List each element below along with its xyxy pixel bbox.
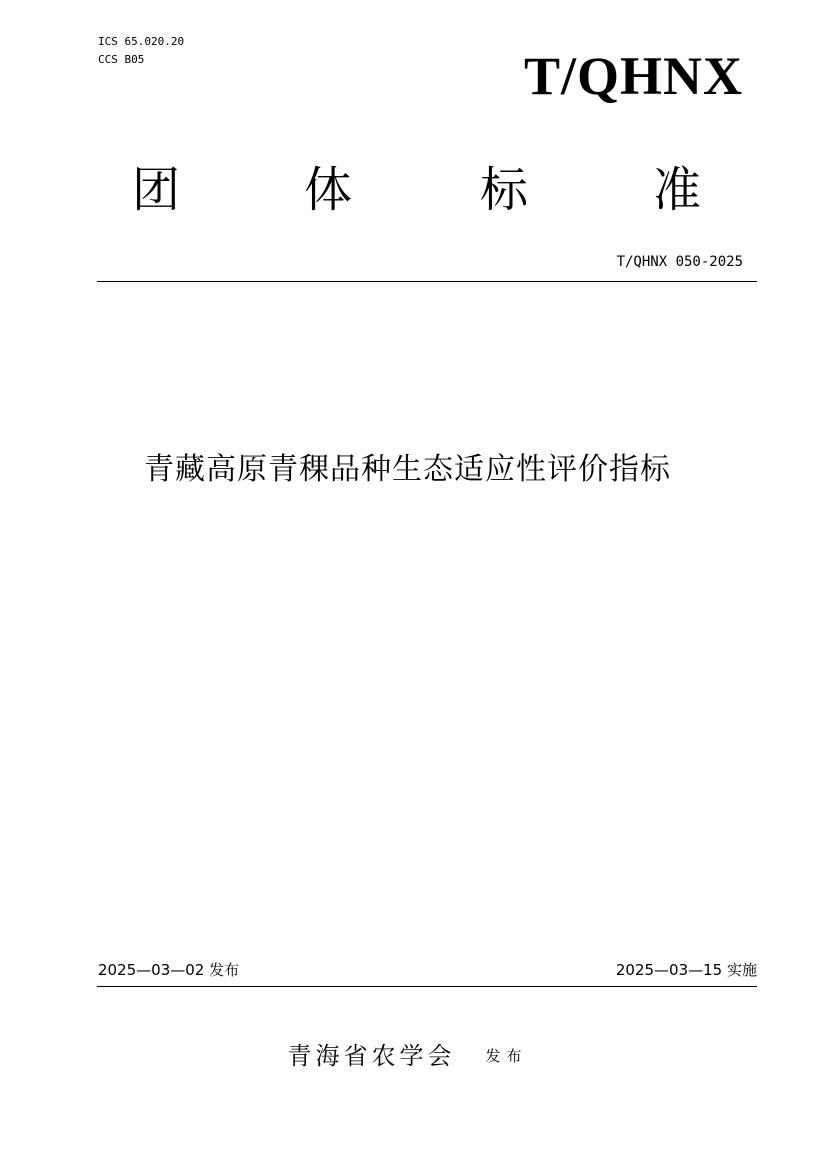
ics-code: ICS 65.020.20 (98, 35, 185, 48)
publisher-name: 青海省农学会 (287, 1042, 456, 1070)
standard-type-char: 团 (131, 162, 180, 218)
standard-type-heading (0, 160, 815, 220)
publish-label: 发布 (485, 1047, 528, 1065)
standard-type-char: 体 (303, 162, 352, 218)
standard-type-char: 标 (479, 162, 528, 218)
header-divider (97, 281, 757, 282)
document-title: 青藏高原青稞品种生态适应性评价指标 (144, 452, 671, 487)
standard-code-logo: T/QHNX (523, 46, 743, 106)
standard-type-char: 准 (652, 162, 701, 218)
implementation-date: 2025—03—15 实施 (615, 961, 757, 979)
publisher-line (0, 1038, 815, 1074)
ccs-code: CCS B05 (98, 53, 145, 66)
standard-number: T/QHNX 050-2025 (616, 254, 743, 270)
footer-divider (97, 986, 757, 987)
release-date: 2025—03—02 发布 (98, 961, 240, 979)
